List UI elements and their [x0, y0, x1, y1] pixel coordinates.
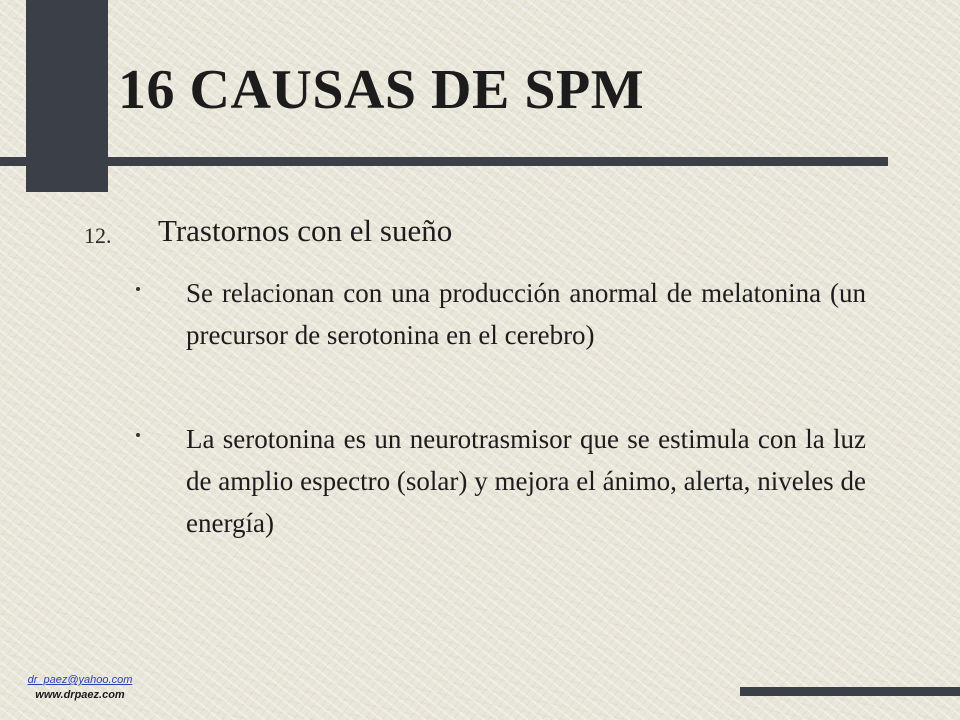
slide-title: 16 CAUSAS DE SPM [118, 59, 645, 121]
item-number: 12. [84, 223, 112, 248]
bullet-dot-icon [136, 287, 140, 291]
footer-email-link[interactable]: dr_paez@yahoo.com [27, 674, 133, 686]
footer [20, 673, 140, 703]
bullet-dot-icon [136, 433, 140, 437]
bullet-text: La serotonina es un neurotrasmisor que se estimula con la luz de amplio espectro (solar) y mejora el ánimo, alerta, niveles de energía) [186, 424, 866, 538]
bottom-accent-bar [740, 687, 960, 696]
bullet-text: Se relacionan con una producción anormal de melatonina (un precursor de serotonina en el cerebro) [186, 278, 866, 350]
footer-website: www.drpaez.com [35, 689, 125, 701]
title-underline-bar [0, 157, 888, 166]
item-heading: Trastornos con el sueño [158, 213, 453, 248]
